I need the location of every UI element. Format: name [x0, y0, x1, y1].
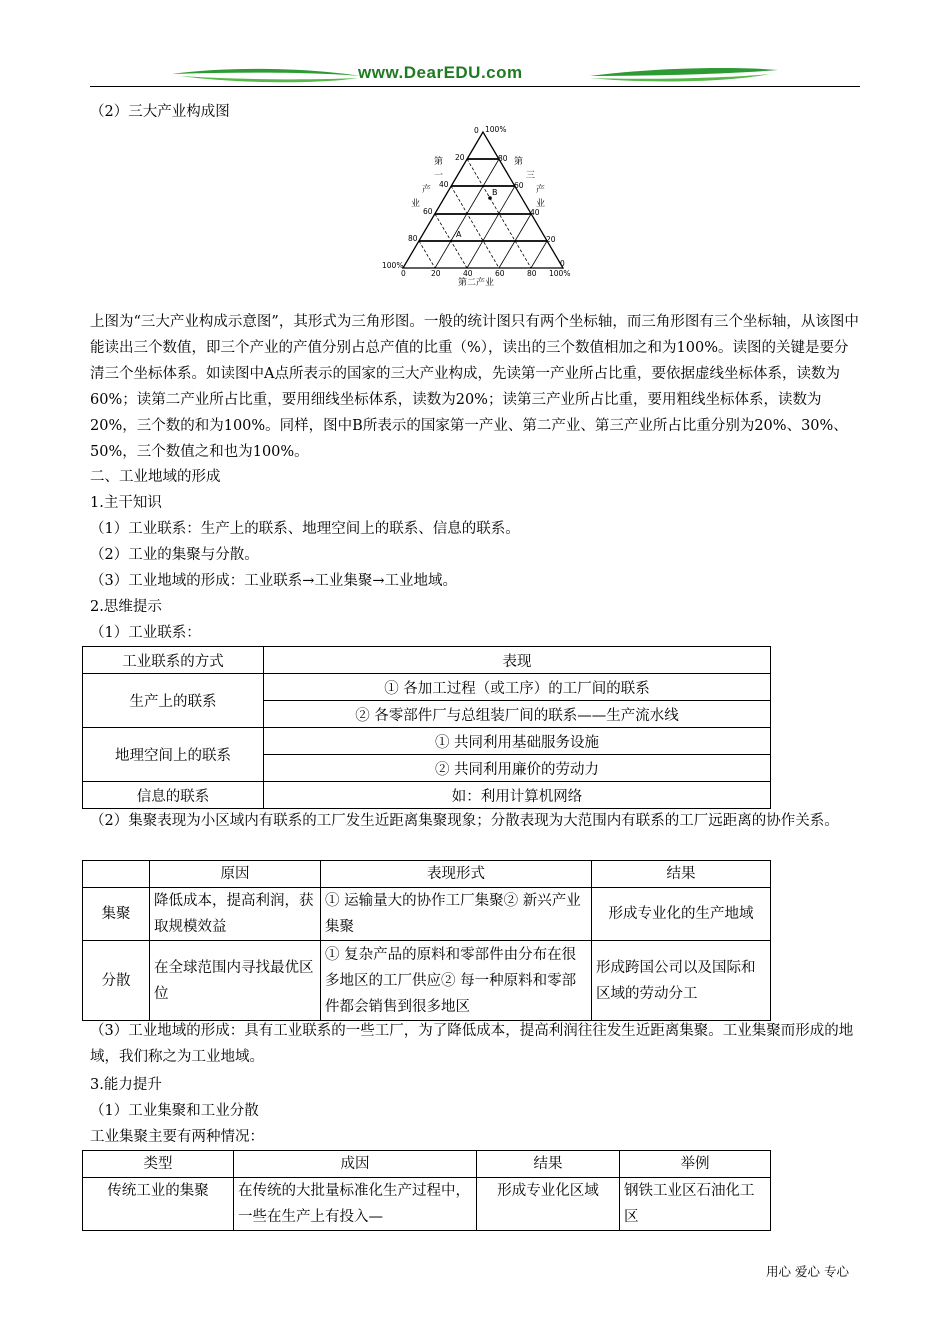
table3-header-type: 类型	[83, 1151, 234, 1178]
paragraph-2: （2）集聚表现为小区域内有联系的工厂发生近距离集聚现象；分散表现为大范围内有联系的工厂远距离的协作关系。	[90, 813, 839, 829]
bottom-tick-80: 80	[527, 269, 537, 278]
three-industries-diagram	[378, 120, 578, 290]
table2-header-reason: 原因	[150, 861, 321, 888]
paragraph-1: 上图为“三大产业构成示意图”，其形式为三角形图。一般的统计图只有两个坐标轴，而三角形图有三个坐标轴，从该图中能读出三个数值，即三个产业的产值分别占总产值的比重（%），读出的三个数值相加之和为100%。读图的关键是要分清三个坐标体系。如读图中A点所表示的国家的三大产业构成，先读第一产业所占比重，要依据虚线坐标体系，读数为60%；读第二产业所占比重，要用细线坐标体系，读数为20%；读第三产业所占比重，要用粗线坐标体系，读数为20%，三个数的和为100%。同样，图中B所表示的国家第一产业、第二产业、第三产业所占比重分别为20%、30%、50%，三个数值之和也为100%。	[90, 314, 859, 460]
bottom-tick-60: 60	[495, 269, 505, 278]
bottom-tick-100: 100%	[549, 269, 571, 278]
paragraph-3: （3）工业地域的形成：具有工业联系的一些工厂，为了降低成本，提高利润往往发生近距离集聚。工业集聚而形成的地域，我们称之为工业地域。	[90, 1023, 854, 1065]
table1-row3-a: 如：利用计算机网络	[264, 782, 771, 809]
agglomeration-dispersion-table	[82, 860, 771, 1021]
left-tick-100: 100%	[382, 261, 404, 270]
top-label-0: 0	[474, 126, 479, 135]
table1-row2-a: ① 共同利用基础服务设施	[264, 728, 771, 755]
tip-item-1: （1）工业联系：	[90, 625, 201, 641]
right-tick-60: 60	[514, 181, 524, 190]
industrial-links-table	[82, 646, 771, 809]
table2-header-form: 表现形式	[321, 861, 592, 888]
table1-row1-a: ① 各加工过程（或工序）的工厂间的联系	[264, 674, 771, 701]
ability-intro: 工业集聚主要有两种情况：	[90, 1129, 264, 1145]
right-tick-20: 20	[546, 235, 556, 244]
left-axis-label-4: 业	[411, 199, 421, 209]
knowledge-item-1: （1）工业联系：生产上的联系、地理空间上的联系、信息的联系。	[90, 521, 520, 537]
point-a-label: A	[456, 230, 462, 239]
bottom-tick-0: 0	[401, 269, 406, 278]
table1-row2-b: ② 共同利用廉价的劳动力	[264, 755, 771, 782]
table1-header-method: 工业联系的方式	[83, 647, 264, 674]
site-logo-text[interactable]: www.DearEDU.com	[358, 63, 523, 82]
ability-item-1: （1）工业集聚和工业分散	[90, 1103, 259, 1119]
table1-header-expression: 表现	[264, 647, 771, 674]
table2-r2-result: 形成跨国公司以及国际和区域的劳动分工	[592, 941, 771, 1021]
left-tick-60: 60	[423, 207, 433, 216]
table3-header-example: 举例	[620, 1151, 771, 1178]
table2-header-blank	[83, 861, 150, 888]
table3-header-cause: 成因	[234, 1151, 477, 1178]
table2-header-result: 结果	[592, 861, 771, 888]
bottom-axis-label: 第二产业	[458, 278, 495, 288]
table2-r2-form: ① 复杂产品的原料和零部件由分布在很多地区的工厂供应② 每一种原料和零部件都会销售到很多地区	[321, 941, 592, 1021]
knowledge-item-2: （2）工业的集聚与分散。	[90, 547, 259, 563]
left-tick-20: 20	[455, 153, 465, 162]
section-title: （2）三大产业构成图	[90, 104, 230, 120]
page-footer: 用心 爱心 专心	[766, 1264, 849, 1279]
table2-r1-form: ① 运输量大的协作工厂集聚② 新兴产业集聚	[321, 888, 592, 941]
left-tick-80: 80	[408, 234, 418, 243]
heading-section-2: 二、工业地域的形成	[90, 469, 221, 485]
right-axis-label-1: 第	[514, 157, 524, 167]
table3-r1-result: 形成专业化区域	[477, 1178, 620, 1231]
right-tick-0: 0	[560, 259, 565, 268]
left-axis-label-2: 一	[434, 171, 444, 181]
point-b-label: B	[492, 188, 498, 197]
table3-r1-cause: 在传统的大批量标准化生产过程中，一些在生产上有投入—	[234, 1178, 477, 1231]
agglomeration-types-table	[82, 1150, 771, 1231]
table2-r2-type: 分散	[83, 941, 150, 1021]
right-tick-80: 80	[498, 154, 508, 163]
table2-r2-reason: 在全球范围内寻找最优区位	[150, 941, 321, 1021]
right-axis-label-3: 产	[536, 185, 546, 195]
table1-row1-type: 生产上的联系	[83, 674, 264, 728]
bottom-tick-40: 40	[463, 269, 473, 278]
knowledge-item-3: （3）工业地域的形成：工业联系→工业集聚→工业地域。	[90, 573, 458, 589]
left-axis-label-3: 产	[422, 185, 432, 195]
right-axis-label-4: 业	[536, 199, 546, 209]
heading-main-knowledge: 1.主干知识	[90, 495, 162, 511]
table1-row2-type: 地理空间上的联系	[83, 728, 264, 782]
table1-row1-b: ② 各零部件厂与总组装厂间的联系——生产流水线	[264, 701, 771, 728]
right-axis-label-2: 三	[526, 171, 536, 181]
table2-r1-reason: 降低成本，提高利润，获取规模效益	[150, 888, 321, 941]
header-rule	[90, 86, 860, 87]
table3-header-result: 结果	[477, 1151, 620, 1178]
top-label-100: 100%	[485, 125, 507, 134]
heading-ability: 3.能力提升	[90, 1077, 162, 1093]
table3-r1-example: 钢铁工业区石油化工区	[620, 1178, 771, 1231]
table1-row3-type: 信息的联系	[83, 782, 264, 809]
heading-thinking-tips: 2.思维提示	[90, 599, 162, 615]
left-axis-label-1: 第	[434, 157, 444, 167]
table3-r1-type: 传统工业的集聚	[83, 1178, 234, 1231]
right-tick-40: 40	[530, 208, 540, 217]
table2-r1-type: 集聚	[83, 888, 150, 941]
table2-r1-result: 形成专业化的生产地域	[592, 888, 771, 941]
bottom-tick-20: 20	[431, 269, 441, 278]
left-tick-40: 40	[439, 180, 449, 189]
